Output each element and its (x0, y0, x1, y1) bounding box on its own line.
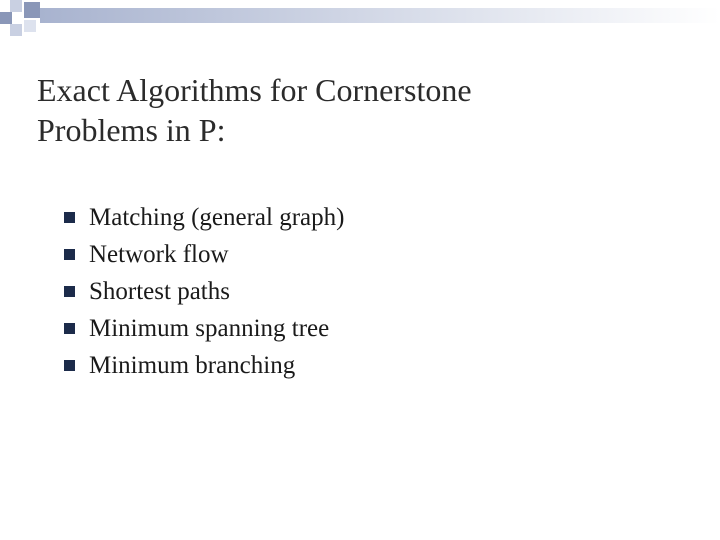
header-gradient-band (40, 8, 720, 23)
list-item-text: Minimum spanning tree (89, 315, 330, 342)
header-decoration (0, 0, 720, 46)
list-item-text: Minimum branching (89, 352, 296, 379)
list-item-text: Shortest paths (89, 278, 230, 305)
list-item (64, 347, 684, 384)
slide-title-line: Exact Algorithms for Cornerstone (37, 72, 472, 108)
deco-square (24, 2, 40, 18)
square-bullet-icon (64, 212, 75, 223)
slide-title (37, 70, 677, 150)
deco-square (24, 20, 36, 32)
list-item-text: Network flow (89, 241, 229, 268)
deco-square (10, 0, 22, 12)
list-item (64, 199, 684, 236)
slide-title-line: Problems in P: (37, 112, 226, 148)
list-item (64, 273, 684, 310)
deco-square (10, 24, 22, 36)
bullet-list (64, 199, 684, 384)
square-bullet-icon (64, 323, 75, 334)
square-bullet-icon (64, 360, 75, 371)
list-item (64, 236, 684, 273)
list-item-text: Matching (general graph) (89, 204, 345, 231)
deco-square (0, 12, 12, 24)
square-bullet-icon (64, 286, 75, 297)
list-item (64, 310, 684, 347)
square-bullet-icon (64, 249, 75, 260)
